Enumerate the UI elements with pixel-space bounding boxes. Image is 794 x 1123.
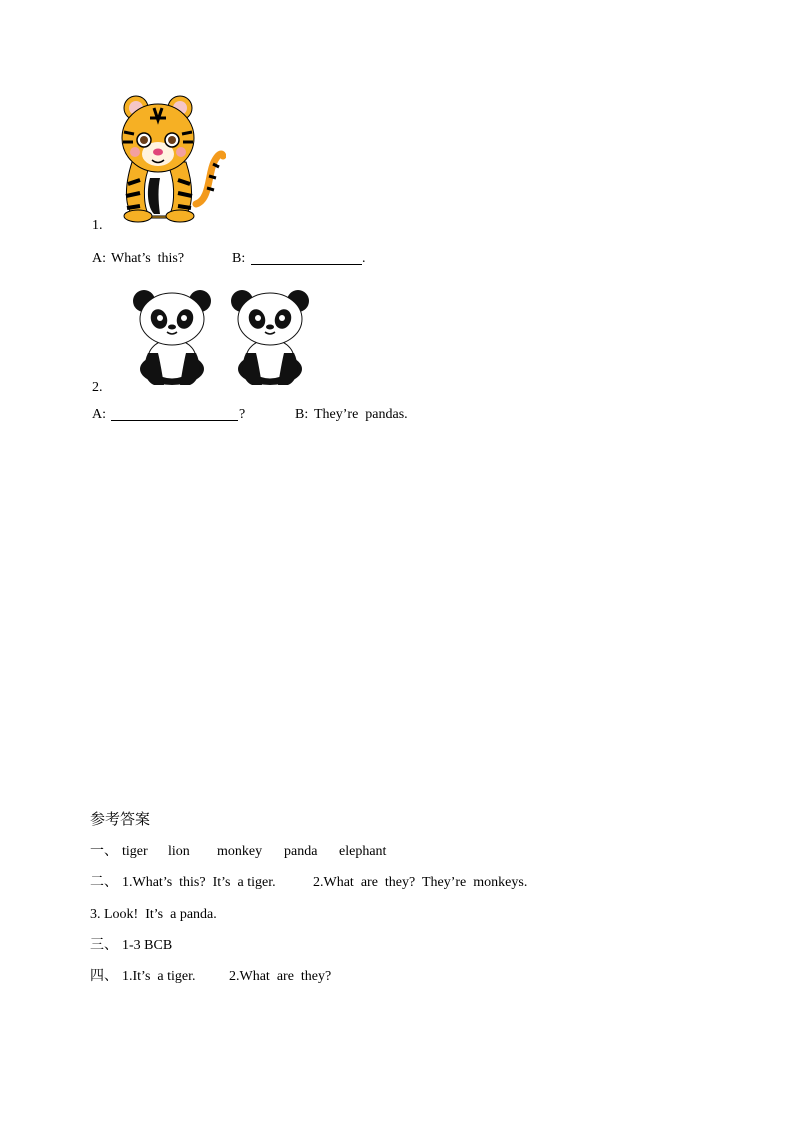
answer-1-word: lion xyxy=(168,844,190,859)
answer-5-part-1: 1.It’s a tiger. xyxy=(122,969,196,984)
answer-2-part-1: 1.What’s this? It’s a tiger. xyxy=(122,875,276,890)
tiger-picture xyxy=(110,92,226,224)
answer-1-word: monkey xyxy=(217,844,263,859)
question-1-a-text: What’s this? xyxy=(111,251,185,266)
question-2-a-label: A: xyxy=(92,407,106,422)
answer-1-word: elephant xyxy=(339,844,387,859)
question-2-b-label: B: xyxy=(295,407,309,422)
two-pandas-picture xyxy=(128,287,316,387)
answer-key-title: 参考答案 xyxy=(90,812,151,828)
question-1-number: 1. xyxy=(92,218,103,233)
answer-5-part-2: 2.What are they? xyxy=(229,969,332,984)
question-2-b-text: They’re pandas. xyxy=(314,407,408,422)
answer-4-prefix: 三、 xyxy=(90,938,118,953)
question-1-answer-blank[interactable] xyxy=(251,251,362,270)
question-2-answer-blank[interactable] xyxy=(111,407,238,426)
answer-1-prefix: 一、 xyxy=(90,844,118,859)
question-2-number: 2. xyxy=(92,380,103,395)
question-1-b-suffix: . xyxy=(362,251,366,266)
answer-1-word: tiger xyxy=(122,844,148,859)
answer-1-word: panda xyxy=(284,844,318,859)
answer-4-line: 1-3 BCB xyxy=(122,938,173,953)
question-1-a-label: A: xyxy=(92,251,106,266)
answer-5-prefix: 四、 xyxy=(90,969,118,984)
question-2-a-suffix: ? xyxy=(239,407,246,422)
answer-2-part-2: 2.What are they? They’re monkeys. xyxy=(313,875,528,890)
answer-2-prefix: 二、 xyxy=(90,875,118,890)
answer-3-line: 3. Look! It’s a panda. xyxy=(90,907,217,922)
question-1-b-label: B: xyxy=(232,251,246,266)
